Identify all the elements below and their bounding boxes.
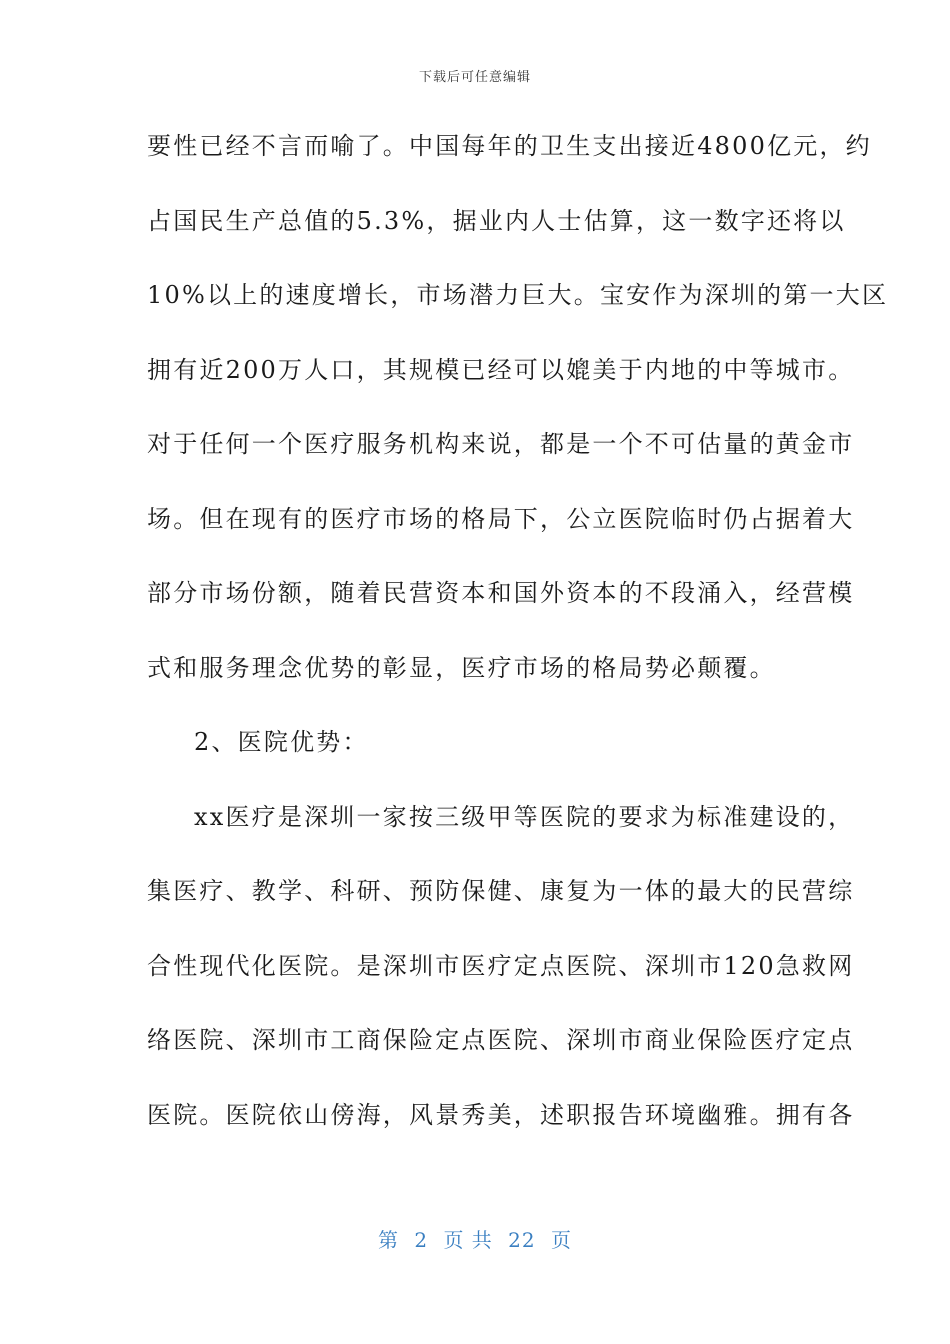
footer-mid: 页 共 (443, 1228, 493, 1252)
header-note: 下载后可任意编辑 (418, 70, 531, 85)
footer-suffix: 页 (550, 1228, 572, 1252)
text-line: 合性现代化医院。是深圳市医疗定点医院、深圳市120急救网 (147, 951, 855, 980)
text-line: 要性已经不言而喻了。中国每年的卫生支出接近4800亿元，约 (147, 132, 872, 160)
text-line: 部分市场份额，随着民营资本和国外资本的不段涌入，经营模 (147, 579, 855, 607)
text-line: 场。但在现有的医疗市场的格局下，公立医院临时仍占据着大 (147, 504, 855, 533)
page-number: 2 (414, 1228, 429, 1252)
text-line: 对于任何一个医疗服务机构来说，都是一个不可估量的黄金市 (147, 430, 855, 458)
document-body (147, 118, 889, 1161)
text-line: 式和服务理念优势的彰显，医疗市场的格局势必颠覆。 (147, 653, 776, 682)
text-line: 集医疗、教学、科研、预防保健、康复为一体的最大的民营综 (147, 877, 855, 905)
text-line: 占国民生产总值的5.3%，据业内人士估算，这一数字还将以 (147, 206, 846, 235)
text-line: 医院。医院依山傍海，风景秀美，述职报告环境幽雅。拥有各 (147, 1100, 855, 1129)
text-line: xx医疗是深圳一家按三级甲等医院的要求为标准建设的， (194, 802, 855, 831)
text-line: 络医院、深圳市工商保险定点医院、深圳市商业保险医疗定点 (147, 1026, 855, 1054)
page-total: 22 (508, 1228, 536, 1252)
text-line: 10%以上的速度增长，市场潜力巨大。宝安作为深圳的第一大区 (147, 281, 889, 309)
section-heading: 2、医院优势： (194, 728, 369, 756)
footer-prefix: 第 (378, 1228, 399, 1252)
page-footer (0, 1224, 950, 1253)
text-line: 拥有近200万人口，其规模已经可以媲美于内地的中等城市。 (147, 355, 855, 384)
